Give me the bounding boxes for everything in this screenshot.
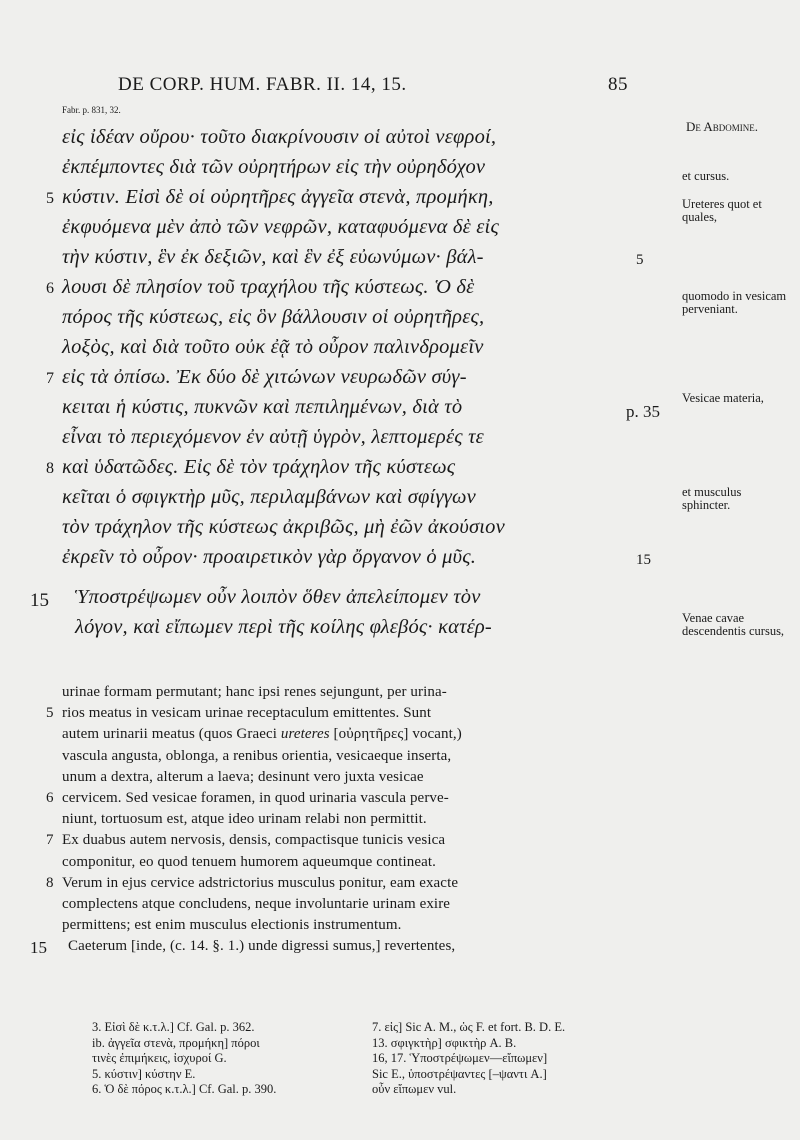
apparatus-note: 7. εἰς] Sic A. M., ὡς F. et fort. B. D. E. [372, 1020, 566, 1034]
greek-line: εἶναι τὸ περιεχόμενον ἐν αὐτῇ ὑγρὸν, λεπτομερές τε [62, 426, 484, 448]
latin-line-number: 5 [46, 705, 54, 722]
margin-note: et musculus sphincter. [682, 485, 742, 512]
greek-line-number: 5 [46, 190, 54, 207]
greek-line: ἐκπέμποντες διὰ τῶν οὐρητήρων εἰς τὴν οὐρηδόχον [62, 156, 486, 178]
greek-line: καὶ ὑδατῶδες. Εἰς δὲ τὸν τράχηλον τῆς κύστεως [62, 456, 456, 478]
greek-line-number: 7 [46, 370, 54, 387]
greek-right-number: 5 [636, 252, 644, 268]
margin-note: De Abdomine. [685, 119, 759, 134]
latin-line: urinae formam permutant; hanc ipsi renes sejungunt, per urina- [62, 684, 447, 700]
greek-line: πόρος τῆς κύστεως, εἰς ὃν βάλλουσιν οἱ οὐρητῆρες, [62, 306, 485, 328]
fabrica-reference: Fabr. p. 831, 32. [62, 105, 121, 115]
latin-line-number: 15 [30, 938, 47, 958]
latin-line-number: 6 [46, 790, 54, 806]
apparatus-right-column [372, 1020, 565, 1098]
margin-note: quomodo in vesicam perveniant. [682, 289, 787, 316]
apparatus-note: 6. Ὁ δὲ πόρος κ.τ.λ.] Cf. Gal. p. 390. [92, 1082, 277, 1096]
latin-line: complectens atque concludens, neque involuntarie urinam exire [62, 896, 451, 912]
greek-line: εἰς τὰ ὀπίσω. Ἐκ δύο δὲ χιτώνων νευρωδῶν σύγ- [62, 366, 467, 388]
greek-right-number: p. 35 [626, 402, 660, 421]
apparatus-left-column [92, 1020, 276, 1098]
latin-line: cervicem. Sed vesicae foramen, in quod urinaria vascula perve- [62, 790, 449, 806]
apparatus-note: 13. σφιγκτὴρ] σφικτὴρ A. B. [372, 1035, 517, 1050]
italic-term: ureteres [280, 726, 330, 743]
apparatus-note: 3. Εἰσὶ δὲ κ.τ.λ.] Cf. Gal. p. 362. [92, 1020, 255, 1034]
greek-line: κύστιν. Εἰσὶ δὲ οἱ οὐρητῆρες ἀγγεῖα στενὰ, προμήκη, [62, 186, 494, 208]
greek-line: ἐκφυόμενα μὲν ἀπὸ τῶν νεφρῶν, καταφυόμενα δὲ εἰς [62, 216, 499, 238]
greek-right-number: 15 [636, 552, 651, 568]
greek-line-number: 8 [46, 460, 54, 477]
latin-line: autem urinarii meatus (quos Graeci ureteres [οὐρητῆρες] vocant,) [62, 726, 462, 743]
margin-note: et cursus. [682, 169, 730, 183]
latin-line: vascula angusta, oblonga, a renibus orientia, vesicaeque inserta, [62, 747, 452, 764]
margin-note: Ureteres quot et quales, [682, 197, 762, 224]
latin-line-number: 8 [46, 874, 54, 891]
apparatus-note: οὖν εἴπωμεν vul. [372, 1082, 457, 1096]
latin-line: permittens; est enim musculus electionis instrumentum. [62, 917, 402, 934]
latin-line: Ex duabus autem nervosis, densis, compactisque tunicis vesica [62, 832, 446, 849]
greek-line-number: 15 [30, 590, 49, 611]
apparatus-note: ib. ἀγγεῖα στενὰ, προμήκη] πόροι [92, 1035, 260, 1050]
greek-line: λόγον, καὶ εἴπωμεν περὶ τῆς κοίλης φλεβός· κατέρ- [75, 616, 492, 638]
page-number: 85 [608, 74, 628, 95]
latin-line-number: 7 [46, 832, 54, 849]
margin-note: Venae cavae descendentis cursus, [682, 611, 785, 638]
latin-line: rios meatus in vesicam urinae receptaculum emittentes. Sunt [62, 705, 432, 722]
greek-line: τὸν τράχηλον τῆς κύστεως ἀκριβῶς, μὴ ἐῶν ἀκούσιον [62, 516, 505, 538]
running-title: DE CORP. HUM. FABR. II. 14, 15. [118, 74, 407, 95]
latin-line: componitur, eo quod tenuem humorem aqueumque contineat. [62, 853, 436, 870]
greek-line: εἰς ἰδέαν οὔρου· τοῦτο διακρίνουσιν οἱ αὐτοὶ νεφροί, [62, 126, 497, 148]
greek-line: λοξὸς, καὶ διὰ τοῦτο οὐκ ἐᾷ τὸ οὖρον παλινδρομεῖν [62, 336, 484, 358]
apparatus-note: 5. κύστιν] κύστην E. [92, 1066, 196, 1081]
latin-line: Verum in ejus cervice adstrictorius musculus ponitur, eam exacte [62, 874, 459, 891]
latin-line: unum a dextra, alterum a laeva; desinunt vero juxta vesicae [62, 768, 424, 785]
greek-line-number: 6 [46, 280, 54, 297]
apparatus-note: τινὲς ἐπιμήκεις, ἰσχυροί G. [92, 1051, 227, 1065]
greek-line: κειται ἡ κύστις, πυκνῶν καὶ πεπιλημένων, διὰ τὸ [62, 396, 463, 418]
latin-line: Caeterum [inde, (c. 14. §. 1.) unde digressi sumus,] revertentes, [68, 938, 456, 955]
greek-line: λουσι δὲ πλησίον τοῦ τραχήλου τῆς κύστεως. Ὁ δὲ [62, 276, 475, 298]
greek-line: κεῖται ὁ σφιγκτὴρ μῦς, περιλαμβάνων καὶ σφίγγων [62, 486, 476, 508]
apparatus-note: 16, 17. Ὑποστρέψωμεν—εἴπωμεν] [372, 1051, 548, 1065]
latin-line: niunt, tortuosum est, atque ideo urinam relabi non permittit. [62, 811, 427, 828]
margin-note: Vesicae materia, [682, 391, 764, 405]
greek-line: τὴν κύστιν, ἓν ἐκ δεξιῶν, καὶ ἓν ἐξ εὐωνύμων· βάλ- [62, 246, 484, 268]
apparatus-note: Sic E., ὑποστρέψαντες [–ψαντι A.] [372, 1066, 547, 1081]
greek-line: Ὑποστρέψωμεν οὖν λοιπὸν ὅθεν ἀπελείπομεν τὸν [75, 586, 481, 608]
greek-line: ἐκρεῖν τὸ οὖρον· προαιρετικὸν γὰρ ὄργανον ὁ μῦς. [62, 546, 477, 568]
